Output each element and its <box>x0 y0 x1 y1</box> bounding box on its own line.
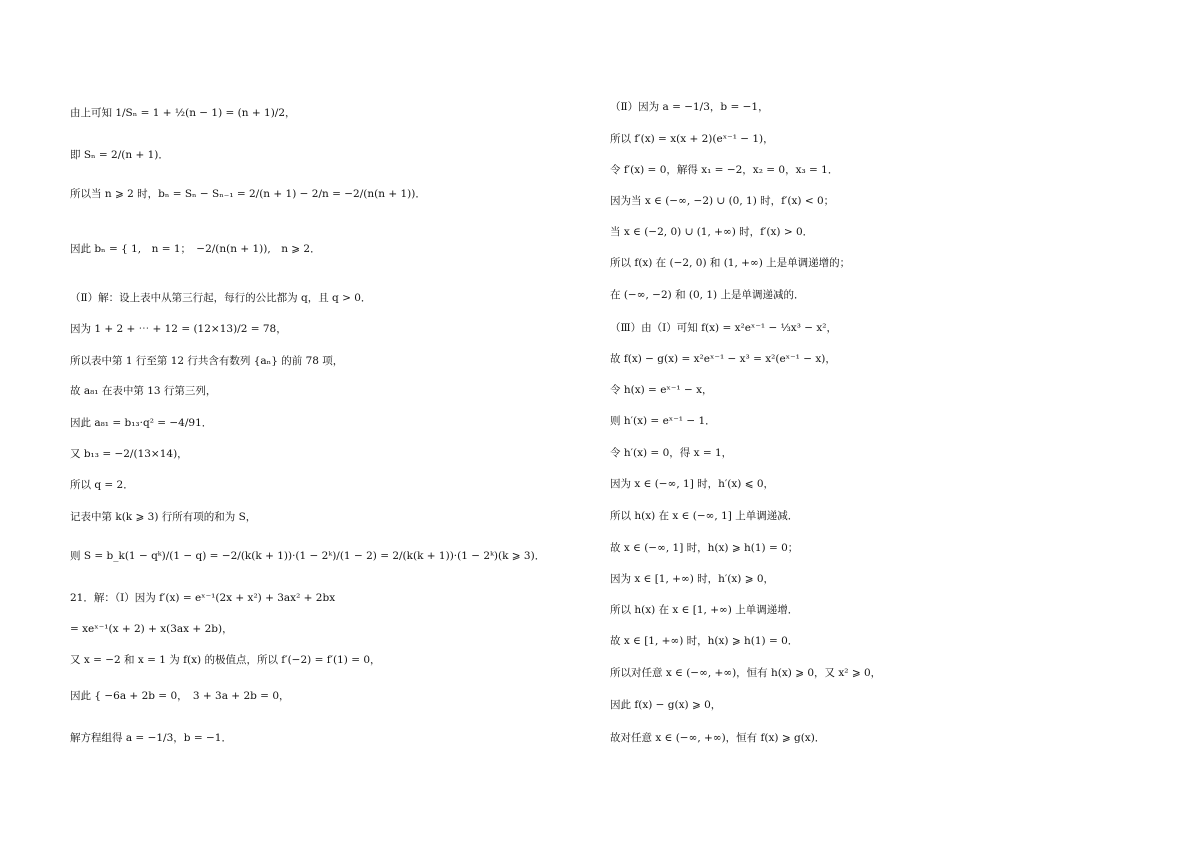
text-line: 所以 q = 2． <box>70 479 134 491</box>
text-line: 因为 1 + 2 + ⋯ + 12 = (12×13)/2 = 78， <box>70 323 287 335</box>
text-line: 因为 x ∈ (−∞, 1] 时，h′(x) ⩽ 0， <box>610 478 775 490</box>
text-line: 因为 x ∈ [1, +∞) 时，h′(x) ⩾ 0， <box>610 573 775 585</box>
text-line: = xeˣ⁻¹(x + 2) + x(3ax + 2b)， <box>70 623 233 635</box>
text-line: 又 x = −2 和 x = 1 为 f(x) 的极值点，所以 f′(−2) = f′(1) = 0， <box>70 654 381 666</box>
text-line: 21．解：（Ⅰ）因为 f′(x) = eˣ⁻¹(2x + x²) + 3ax² + 2bx <box>70 592 336 604</box>
text-line: 所以 f′(x) = x(x + 2)(eˣ⁻¹ − 1)， <box>610 133 774 145</box>
text-line: 又 b₁₃ = −2/(13×14)， <box>70 448 188 460</box>
text-line: 所以当 n ⩾ 2 时，bₙ = Sₙ − Sₙ₋₁ = 2/(n + 1) − 2/n = −2/(n(n + 1))． <box>70 188 426 200</box>
text-line: （Ⅱ）因为 a = −1/3，b = −1， <box>610 101 769 113</box>
text-line: 因此 a₈₁ = b₁₃·q² = −4/91． <box>70 417 213 429</box>
text-line: 当 x ∈ (−2, 0) ∪ (1, +∞) 时，f′(x) > 0． <box>610 226 814 238</box>
text-line: 所以表中第 1 行至第 12 行共含有数列 {aₙ} 的前 78 项， <box>70 355 344 367</box>
text-line: 由上可知 1/Sₙ = 1 + ½(n − 1) = (n + 1)/2， <box>70 107 296 119</box>
text-line: 所以 h(x) 在 x ∈ [1, +∞) 上单调递增． <box>610 604 799 616</box>
text-line: 记表中第 k(k ⩾ 3) 行所有项的和为 S， <box>70 511 257 523</box>
text-line: 所以 h(x) 在 x ∈ (−∞, 1] 上单调递减． <box>610 510 799 522</box>
text-line: 故对任意 x ∈ (−∞, +∞)，恒有 f(x) ⩾ g(x)． <box>610 732 826 744</box>
text-line: 故 f(x) − g(x) = x²eˣ⁻¹ − x³ = x²(eˣ⁻¹ − x)， <box>610 353 836 365</box>
text-line: 则 S = b_k(1 − qᵏ)/(1 − q) = −2/(k(k + 1))·(1 − 2ᵏ)/(1 − 2) = 2/(k(k + 1))·(1 − 2ᵏ)(k ⩾ 3)． <box>70 550 546 562</box>
text-line: 即 Sₙ = 2/(n + 1)． <box>70 149 169 161</box>
text-line: 因为当 x ∈ (−∞, −2) ∪ (0, 1) 时，f′(x) < 0； <box>610 195 835 207</box>
text-line: 令 h′(x) = 0，得 x = 1， <box>610 447 733 459</box>
text-line: 令 f′(x) = 0，解得 x₁ = −2，x₂ = 0，x₃ = 1． <box>610 164 839 176</box>
text-line: 故 a₈₁ 在表中第 13 行第三列， <box>70 385 217 397</box>
text-line: 因此 f(x) − g(x) ⩾ 0， <box>610 699 722 711</box>
text-line: 则 h′(x) = eˣ⁻¹ − 1． <box>610 415 716 427</box>
text-line: 因此 bₙ = { 1, n = 1； −2/(n(n + 1)), n ⩾ 2． <box>70 243 321 255</box>
text-line: 故 x ∈ (−∞, 1] 时，h(x) ⩾ h(1) = 0； <box>610 542 799 554</box>
text-line: 在 (−∞, −2) 和 (0, 1) 上是单调递减的． <box>610 289 805 301</box>
text-line: 所以对任意 x ∈ (−∞, +∞)，恒有 h(x) ⩾ 0，又 x² ⩾ 0， <box>610 667 882 679</box>
text-line: 令 h(x) = eˣ⁻¹ − x， <box>610 384 713 396</box>
text-line: 因此 { −6a + 2b = 0， 3 + 3a + 2b = 0， <box>70 690 290 702</box>
text-line: （Ⅱ）解：设上表中从第三行起，每行的公比都为 q，且 q > 0． <box>70 292 372 304</box>
text-line: （Ⅲ）由（Ⅰ）可知 f(x) = x²eˣ⁻¹ − ⅓x³ − x²， <box>610 322 838 334</box>
text-line: 解方程组得 a = −1/3，b = −1． <box>70 732 232 744</box>
text-line: 故 x ∈ [1, +∞) 时，h(x) ⩾ h(1) = 0． <box>610 635 799 647</box>
text-line: 所以 f(x) 在 (−2, 0) 和 (1, +∞) 上是单调递增的； <box>610 257 851 269</box>
